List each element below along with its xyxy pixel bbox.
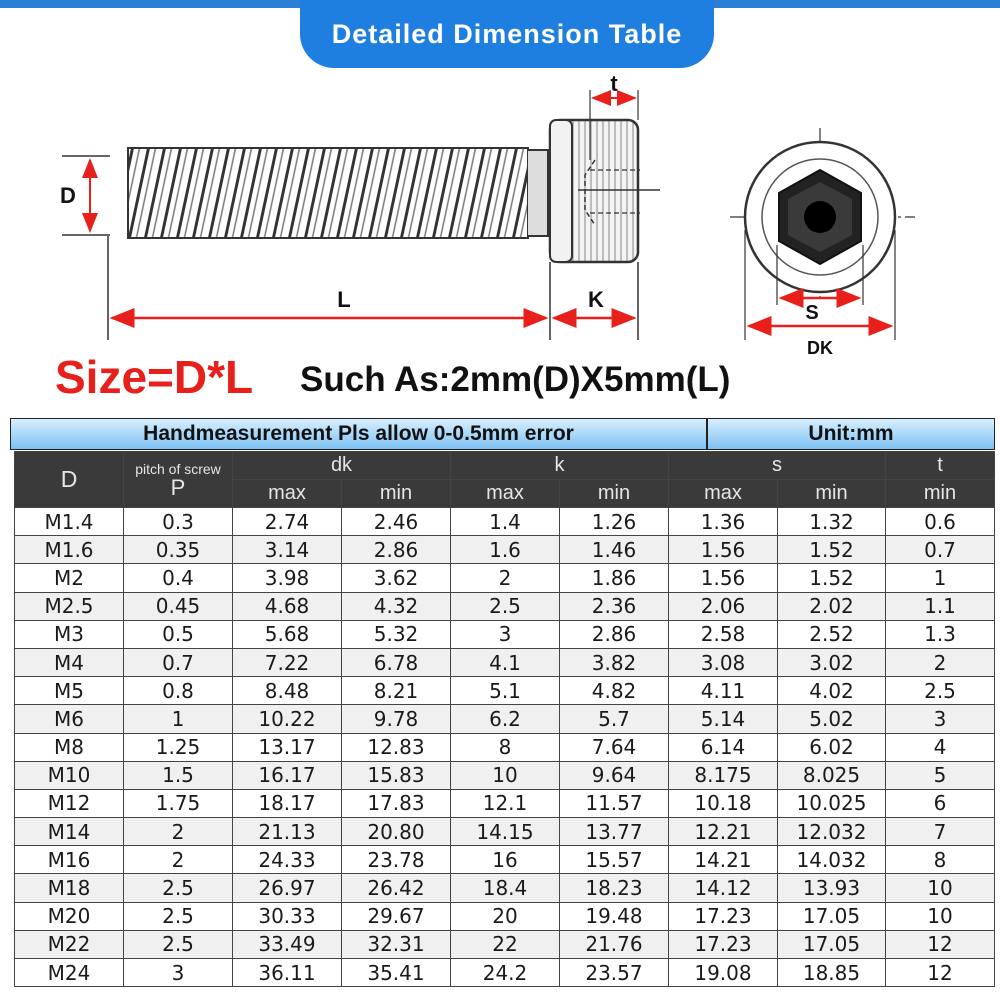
header-dk: dk [233,452,451,480]
cell-s-max: 6.14 [669,733,778,761]
cell-pitch: 0.5 [124,620,233,648]
cell-k-max: 20 [451,902,560,930]
cell-t-min: 0.7 [886,536,995,564]
cell-d: M18 [15,874,124,902]
cell-dk-max: 8.48 [233,677,342,705]
cell-dk-max: 7.22 [233,648,342,676]
table-row [15,508,995,536]
size-example: Such As:2mm(D)X5mm(L) [300,360,731,399]
cell-s-max: 19.08 [669,959,778,987]
cell-k-min: 23.57 [560,959,669,987]
cell-s-min: 5.02 [778,705,886,733]
table-row [15,761,995,789]
cell-t-min: 3 [886,705,995,733]
cell-pitch: 0.4 [124,564,233,592]
cell-k-min: 5.7 [560,705,669,733]
cell-dk-max: 3.14 [233,536,342,564]
header-pitch [124,452,233,508]
table-row [15,874,995,902]
label-t: t [610,71,618,96]
header-k-min: min [560,480,669,508]
cell-t-min: 8 [886,846,995,874]
cell-k-max: 16 [451,846,560,874]
cell-s-min: 4.02 [778,677,886,705]
header-t-min: min [886,480,995,508]
cell-s-min: 18.85 [778,959,886,987]
cell-dk-max: 13.17 [233,733,342,761]
cell-s-min: 17.05 [778,930,886,958]
table-row [15,648,995,676]
cell-dk-max: 21.13 [233,818,342,846]
cell-dk-max: 18.17 [233,789,342,817]
cell-t-min: 5 [886,761,995,789]
cell-pitch: 2 [124,818,233,846]
cell-k-max: 2.5 [451,592,560,620]
cell-dk-min: 6.78 [342,648,451,676]
cell-pitch: 2.5 [124,930,233,958]
cell-k-max: 2 [451,564,560,592]
cell-dk-min: 29.67 [342,902,451,930]
cell-pitch: 1.5 [124,761,233,789]
cell-t-min: 2.5 [886,677,995,705]
header-pitch-caption: pitch of screw [135,460,221,477]
cell-pitch: 1.25 [124,733,233,761]
cell-dk-min: 4.32 [342,592,451,620]
label-s: S [805,302,819,324]
cell-s-min: 2.52 [778,620,886,648]
page-title: Detailed Dimension Table [300,0,714,68]
cell-s-min: 8.025 [778,761,886,789]
cell-s-max: 17.23 [669,902,778,930]
cell-d: M14 [15,818,124,846]
cell-dk-min: 8.21 [342,677,451,705]
cell-dk-min: 12.83 [342,733,451,761]
cell-k-max: 3 [451,620,560,648]
cell-s-max: 12.21 [669,818,778,846]
info-bar [10,418,995,450]
cell-dk-min: 9.78 [342,705,451,733]
header-pitch-symbol: P [170,474,186,500]
cell-t-min: 1.3 [886,620,995,648]
cell-pitch: 1 [124,705,233,733]
cell-k-max: 14.15 [451,818,560,846]
cell-d: M2.5 [15,592,124,620]
cell-s-min: 2.02 [778,592,886,620]
cell-s-max: 14.12 [669,874,778,902]
cell-pitch: 0.8 [124,677,233,705]
cell-t-min: 10 [886,874,995,902]
label-k: K [588,287,604,312]
cell-pitch: 2.5 [124,874,233,902]
unit-label: Unit:mm [808,422,894,445]
cell-t-min: 0.6 [886,508,995,536]
table-row [15,818,995,846]
cell-d: M24 [15,959,124,987]
cell-k-min: 18.23 [560,874,669,902]
header-dk-max: max [233,480,342,508]
cell-k-min: 2.36 [560,592,669,620]
label-dk: DK [807,338,833,358]
cell-dk-min: 17.83 [342,789,451,817]
cell-k-min: 11.57 [560,789,669,817]
cell-dk-min: 2.46 [342,508,451,536]
header-k: k [451,452,669,480]
cell-dk-min: 2.86 [342,536,451,564]
cell-k-min: 15.57 [560,846,669,874]
cell-k-min: 4.82 [560,677,669,705]
cell-d: M20 [15,902,124,930]
error-note: Handmeasurement Pls allow 0-0.5mm error [11,419,708,449]
table-row [15,733,995,761]
cell-pitch: 0.35 [124,536,233,564]
cell-k-min: 21.76 [560,930,669,958]
cell-s-max: 17.23 [669,930,778,958]
table-row [15,846,995,874]
cell-k-max: 22 [451,930,560,958]
head-end-view [730,128,915,358]
cell-d: M16 [15,846,124,874]
cell-s-min: 6.02 [778,733,886,761]
cell-dk-min: 23.78 [342,846,451,874]
cell-t-min: 7 [886,818,995,846]
label-d: D [60,183,76,208]
header-s-max: max [669,480,778,508]
cell-dk-min: 26.42 [342,874,451,902]
cell-dk-min: 5.32 [342,620,451,648]
cell-d: M3 [15,620,124,648]
cell-t-min: 12 [886,959,995,987]
cell-k-max: 1.4 [451,508,560,536]
cell-k-min: 19.48 [560,902,669,930]
cell-d: M1.4 [15,508,124,536]
header-d: D [15,452,124,508]
cell-d: M2 [15,564,124,592]
cell-k-min: 3.82 [560,648,669,676]
cell-t-min: 4 [886,733,995,761]
cell-t-min: 2 [886,648,995,676]
cell-dk-min: 20.80 [342,818,451,846]
cell-s-min: 1.52 [778,536,886,564]
cell-dk-max: 16.17 [233,761,342,789]
d-dimension [60,156,110,235]
cell-dk-max: 36.11 [233,959,342,987]
cell-s-max: 8.175 [669,761,778,789]
cell-k-min: 2.86 [560,620,669,648]
cell-dk-min: 32.31 [342,930,451,958]
cell-k-max: 5.1 [451,677,560,705]
cell-t-min: 1.1 [886,592,995,620]
cell-s-min: 14.032 [778,846,886,874]
cell-s-min: 3.02 [778,648,886,676]
cell-t-min: 10 [886,902,995,930]
cell-k-min: 1.46 [560,536,669,564]
cell-s-max: 2.58 [669,620,778,648]
screw-head [550,120,660,262]
cell-pitch: 0.45 [124,592,233,620]
header-s: s [669,452,886,480]
cell-k-max: 10 [451,761,560,789]
cell-dk-max: 10.22 [233,705,342,733]
cell-s-max: 1.56 [669,564,778,592]
cell-s-min: 12.032 [778,818,886,846]
cell-pitch: 3 [124,959,233,987]
cell-t-min: 12 [886,930,995,958]
cell-k-min: 1.86 [560,564,669,592]
table-row [15,592,995,620]
header-t: t [886,452,995,480]
cell-k-min: 13.77 [560,818,669,846]
header-s-min: min [778,480,886,508]
cell-dk-max: 24.33 [233,846,342,874]
cell-k-min: 9.64 [560,761,669,789]
cell-d: M5 [15,677,124,705]
cell-s-max: 10.18 [669,789,778,817]
table-row [15,930,995,958]
header-dk-min: min [342,480,451,508]
cell-s-min: 1.32 [778,508,886,536]
cell-dk-max: 30.33 [233,902,342,930]
table-row [15,789,995,817]
cell-s-min: 1.52 [778,564,886,592]
cell-dk-max: 26.97 [233,874,342,902]
cell-s-min: 13.93 [778,874,886,902]
cell-dk-max: 4.68 [233,592,342,620]
table-body [15,508,995,987]
cell-dk-min: 35.41 [342,959,451,987]
cell-s-min: 17.05 [778,902,886,930]
screw-shank [128,148,548,238]
cell-d: M12 [15,789,124,817]
table-row [15,536,995,564]
cell-k-max: 4.1 [451,648,560,676]
cell-s-max: 5.14 [669,705,778,733]
cell-pitch: 0.3 [124,508,233,536]
cell-pitch: 1.75 [124,789,233,817]
cell-k-max: 8 [451,733,560,761]
table-row [15,564,995,592]
cell-dk-min: 15.83 [342,761,451,789]
cell-s-min: 10.025 [778,789,886,817]
cell-s-max: 14.21 [669,846,778,874]
cell-k-max: 24.2 [451,959,560,987]
cell-pitch: 2 [124,846,233,874]
cell-dk-max: 2.74 [233,508,342,536]
table-row [15,705,995,733]
cell-d: M8 [15,733,124,761]
dimension-table [14,451,995,987]
cell-s-max: 3.08 [669,648,778,676]
cell-pitch: 2.5 [124,902,233,930]
cell-dk-max: 3.98 [233,564,342,592]
cell-k-max: 18.4 [451,874,560,902]
cell-k-max: 6.2 [451,705,560,733]
cell-d: M6 [15,705,124,733]
cell-k-min: 7.64 [560,733,669,761]
cell-dk-min: 3.62 [342,564,451,592]
cell-s-max: 1.36 [669,508,778,536]
table-row [15,902,995,930]
table-row [15,620,995,648]
cell-d: M10 [15,761,124,789]
table-row [15,959,995,987]
label-l: L [337,287,351,312]
cell-s-max: 4.11 [669,677,778,705]
cell-s-max: 1.56 [669,536,778,564]
size-formula: Size=D*L [55,351,254,403]
cell-dk-max: 33.49 [233,930,342,958]
cell-k-max: 12.1 [451,789,560,817]
header-k-max: max [451,480,560,508]
cell-pitch: 0.7 [124,648,233,676]
cell-t-min: 6 [886,789,995,817]
screw-diagram [0,70,1000,360]
cell-d: M22 [15,930,124,958]
cell-d: M1.6 [15,536,124,564]
cell-t-min: 1 [886,564,995,592]
cell-dk-max: 5.68 [233,620,342,648]
cell-k-max: 1.6 [451,536,560,564]
table-row [15,677,995,705]
cell-k-min: 1.26 [560,508,669,536]
cell-d: M4 [15,648,124,676]
cell-s-max: 2.06 [669,592,778,620]
